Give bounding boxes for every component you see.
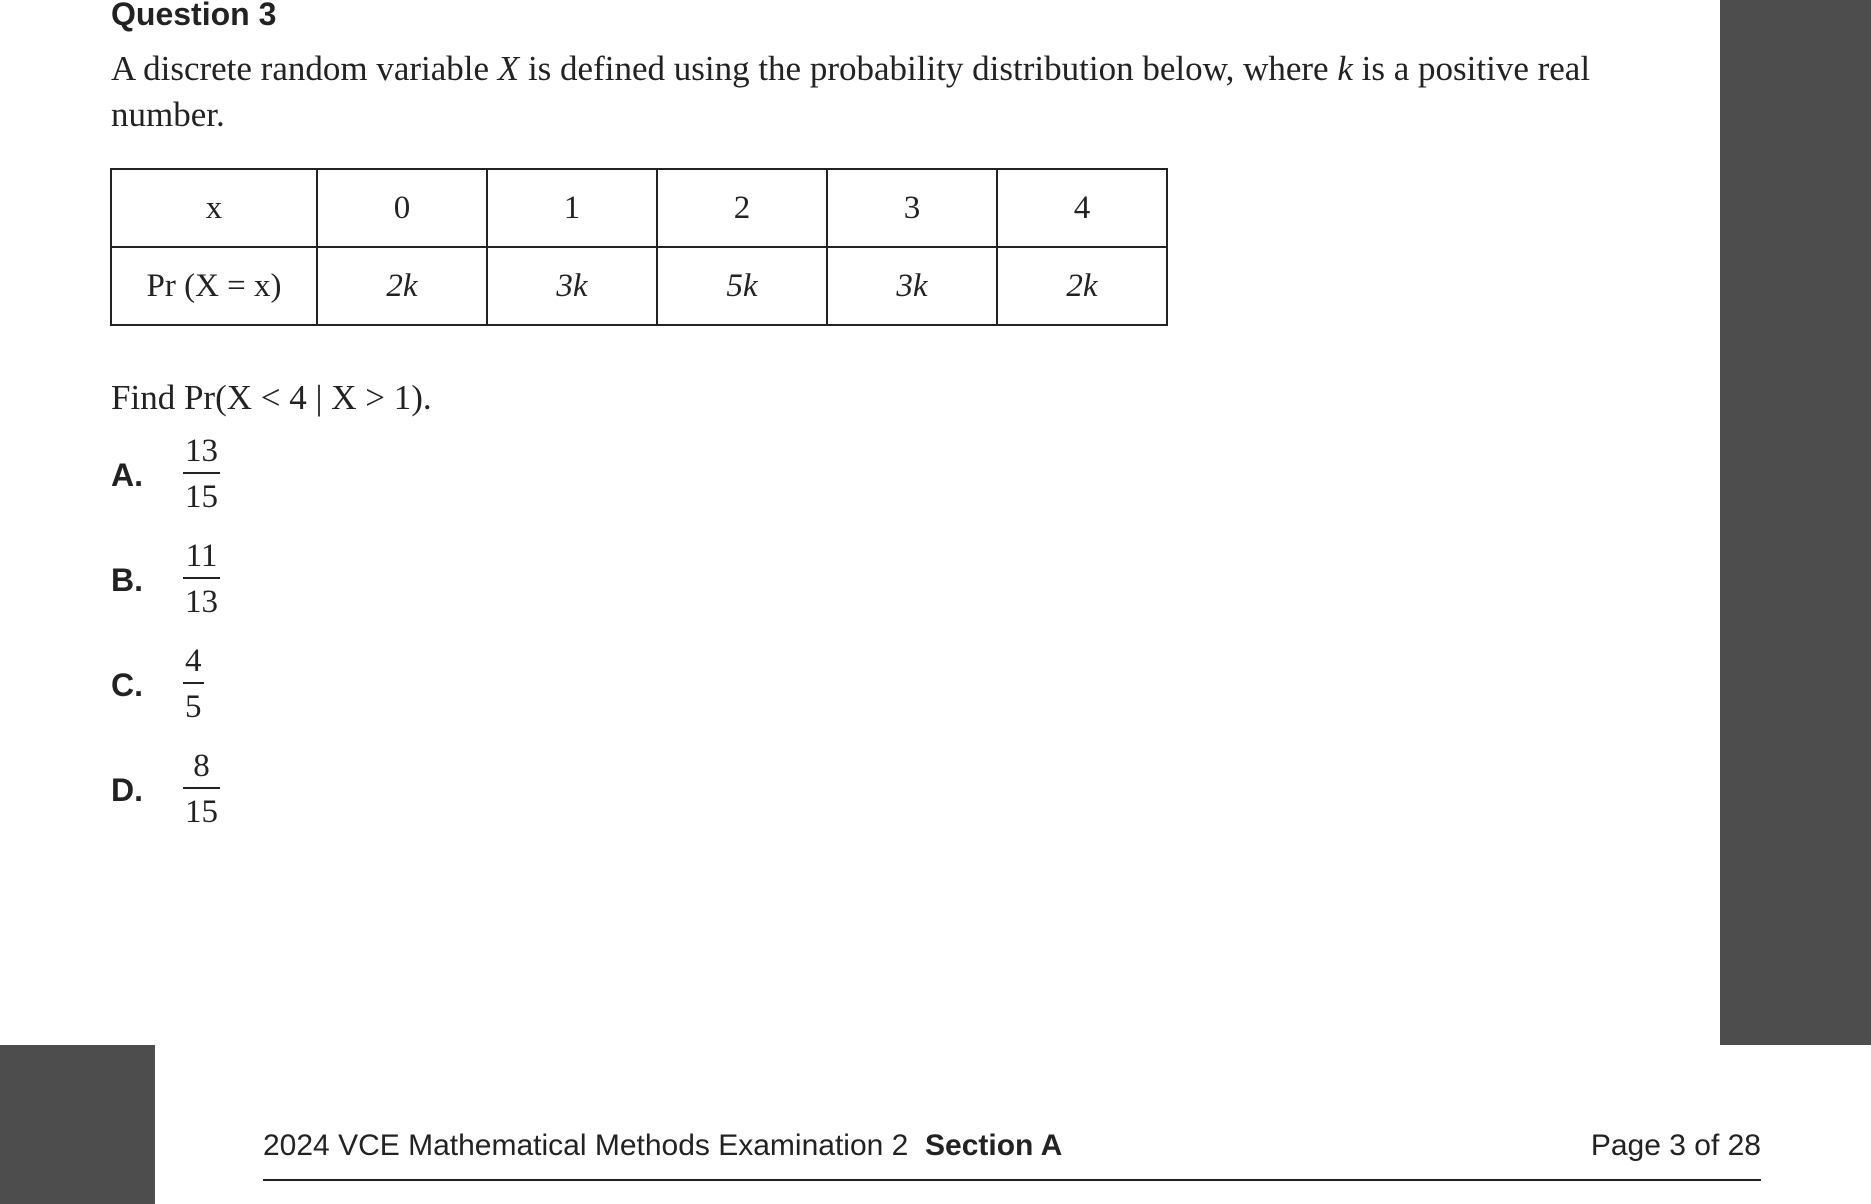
option-b-denominator: 13 <box>185 584 218 620</box>
stem-text-1: A discrete random variable <box>111 49 498 88</box>
table-cell-x-0: 0 <box>317 169 487 247</box>
table-cell-x-3: 3 <box>827 169 997 247</box>
table-cell-x-2: 2 <box>657 169 827 247</box>
table-cell-prob-2: 5k <box>657 247 827 325</box>
option-d-letter: D. <box>111 772 143 808</box>
footer-exam-title <box>263 1128 1062 1164</box>
footer-divider <box>263 1179 1761 1181</box>
stem-text-3: is a positive real number. <box>111 49 1591 134</box>
page-number: Page 3 of 28 <box>1590 1129 1761 1162</box>
option-d-fraction <box>183 745 220 835</box>
table-cell-x-1: 1 <box>487 169 657 247</box>
option-d-denominator: 15 <box>185 794 218 830</box>
find-expression: Pr(X < 4 | X > 1). <box>183 378 432 417</box>
question-heading: Question 3 <box>111 0 277 32</box>
option-c-denominator: 5 <box>185 689 202 725</box>
left-footer-block <box>0 1045 155 1204</box>
table-row-probability <box>111 247 1167 325</box>
option-a-fraction <box>183 430 220 520</box>
option-d[interactable] <box>111 745 511 835</box>
option-c[interactable] <box>111 640 511 730</box>
table-header-x: x <box>111 169 317 247</box>
table-cell-prob-1: 3k <box>487 247 657 325</box>
table-cell-prob-4: 2k <box>997 247 1167 325</box>
probability-distribution-table <box>110 168 1168 326</box>
option-a-denominator: 15 <box>185 479 218 515</box>
table-cell-x-4: 4 <box>997 169 1167 247</box>
stem-variable-x: X <box>497 49 520 88</box>
find-prompt <box>111 375 432 421</box>
find-prefix: Find <box>111 378 176 417</box>
option-b-letter: B. <box>111 562 143 598</box>
option-c-numerator: 4 <box>183 640 204 684</box>
option-a-letter: A. <box>111 457 143 493</box>
footer-title-text: 2024 VCE Mathematical Methods Examination 2 <box>263 1129 909 1162</box>
right-margin-bar <box>1720 0 1871 1045</box>
option-a[interactable] <box>111 430 511 520</box>
footer-section: Section A <box>925 1129 1063 1162</box>
option-b[interactable] <box>111 535 511 625</box>
stem-variable-k: k <box>1337 49 1353 88</box>
option-c-letter: C. <box>111 667 143 703</box>
option-b-numerator: 11 <box>183 535 220 579</box>
table-row-x <box>111 169 1167 247</box>
option-c-fraction <box>183 640 204 730</box>
question-stem <box>111 46 1611 138</box>
table-cell-prob-3: 3k <box>827 247 997 325</box>
option-b-fraction <box>183 535 220 625</box>
option-d-numerator: 8 <box>183 745 220 789</box>
table-header-probability: Pr (X = x) <box>111 247 317 325</box>
option-a-numerator: 13 <box>183 430 220 474</box>
table-cell-prob-0: 2k <box>317 247 487 325</box>
stem-text-2: is defined using the probability distribution below, where <box>519 49 1338 88</box>
